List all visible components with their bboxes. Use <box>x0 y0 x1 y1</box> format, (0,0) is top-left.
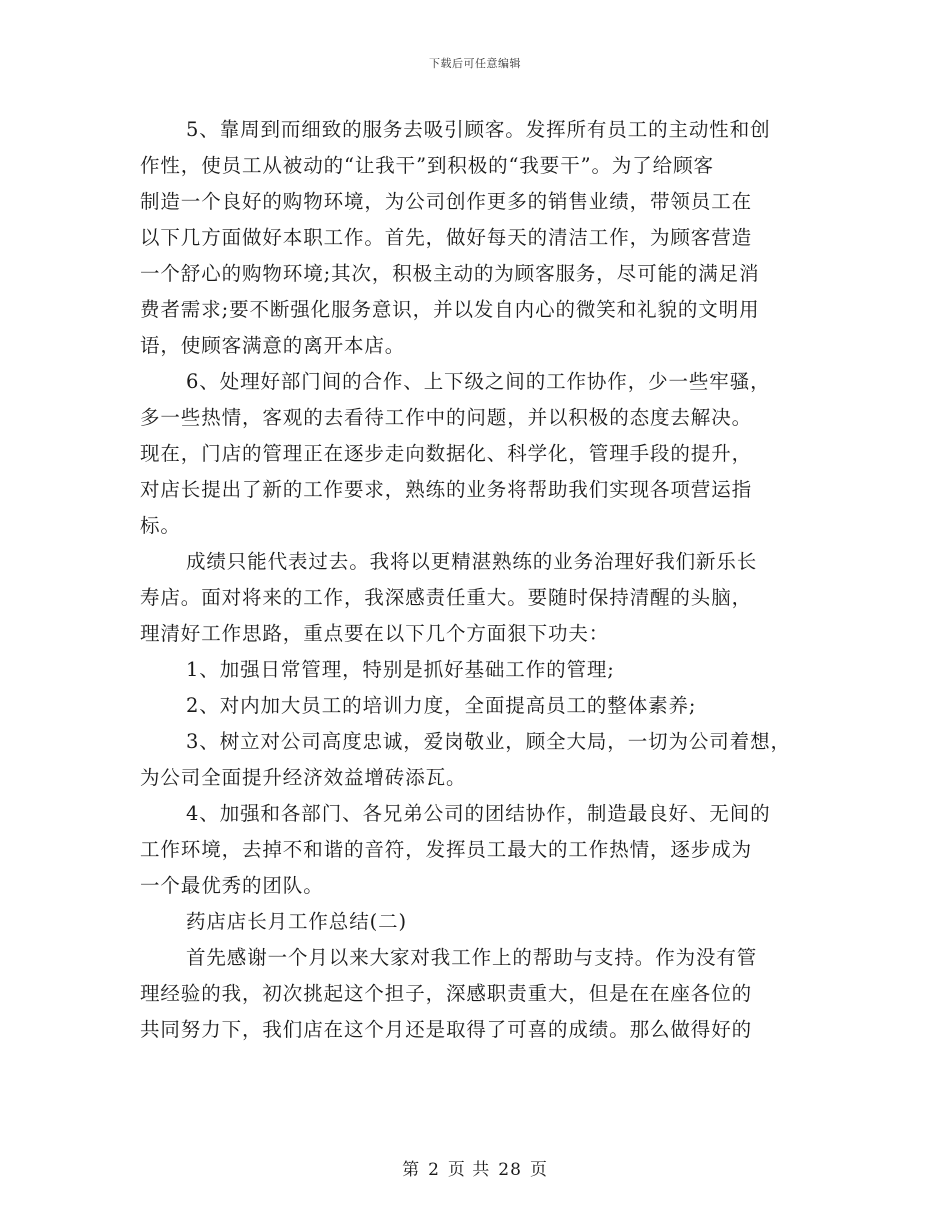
text-line: 现在，门店的管理正在逐步走向数据化、科学化，管理手段的提升， <box>140 442 753 465</box>
text-line: 费者需求;要不断强化服务意识，并以发自内心的微笑和礼貌的文明用 <box>140 298 760 321</box>
text-line: 理经验的我，初次挑起这个担子，深感职责重大，但是在在座各位的 <box>140 982 753 1005</box>
current-page-number: 2 <box>428 1160 440 1180</box>
text-line: 对店长提出了新的工作要求，熟练的业务将帮助我们实现各项营运指 <box>140 478 753 501</box>
text-line: 工作环境，去掉不和谐的音符，发挥员工最大的工作热情，逐步成为 <box>140 838 753 861</box>
footer-prefix: 第 <box>402 1160 421 1180</box>
text-line: 以下几方面做好本职工作。首先，做好每天的清洁工作，为顾客营造 <box>140 226 753 249</box>
footer-middle: 页 共 <box>447 1160 491 1180</box>
text-line: 6、处理好部门间的合作、上下级之间的工作协作，少一些牢骚， <box>186 370 771 393</box>
text-line: 5、靠周到而细致的服务去吸引顾客。发挥所有员工的主动性和创 <box>186 118 771 141</box>
document-body <box>140 112 830 1048</box>
text-line: 3、树立对公司高度忠诚，爱岗敬业，顾全大局，一切为公司着想， <box>186 730 791 753</box>
footer-suffix: 页 <box>529 1160 548 1180</box>
section-heading: 药店店长月工作总结(二) <box>186 910 408 933</box>
text-line: 共同努力下，我们店在这个月还是取得了可喜的成绩。那么做得好的 <box>140 1018 753 1041</box>
text-line: 多一些热情，客观的去看待工作中的问题，并以积极的态度去解决。 <box>140 406 753 429</box>
text-line: 为公司全面提升经济效益增砖添瓦。 <box>140 766 467 789</box>
text-line: 标。 <box>140 514 181 537</box>
text-line: 一个最优秀的团队。 <box>140 874 324 897</box>
text-line: 1、加强日常管理，特别是抓好基础工作的管理; <box>186 658 615 681</box>
text-line: 4、加强和各部门、各兄弟公司的团结协作，制造最良好、无间的 <box>186 802 771 825</box>
text-line: 语，使顾客满意的离开本店。 <box>140 334 406 357</box>
text-line: 一个舒心的购物环境;其次，积极主动的为顾客服务，尽可能的满足消 <box>140 262 760 285</box>
text-line: 作性，使员工从被动的“让我干”到积极的“我要干”。为了给顾客 <box>140 154 714 177</box>
text-line: 成绩只能代表过去。我将以更精湛熟练的业务治理好我们新乐长 <box>186 550 758 573</box>
page-header: 下载后可任意编辑 <box>429 57 521 70</box>
text-line: 首先感谢一个月以来大家对我工作上的帮助与支持。作为没有管 <box>186 946 758 969</box>
text-line: 理清好工作思路，重点要在以下几个方面狠下功夫： <box>140 622 610 645</box>
text-line: 2、对内加大员工的培训力度，全面提高员工的整体素养; <box>186 694 697 717</box>
total-page-count: 28 <box>498 1160 522 1180</box>
text-line: 寿店。面对将来的工作，我深感责任重大。要随时保持清醒的头脑， <box>140 586 753 609</box>
text-line: 制造一个良好的购物环境，为公司创作更多的销售业绩，带领员工在 <box>140 190 753 213</box>
page-footer <box>0 1155 950 1180</box>
